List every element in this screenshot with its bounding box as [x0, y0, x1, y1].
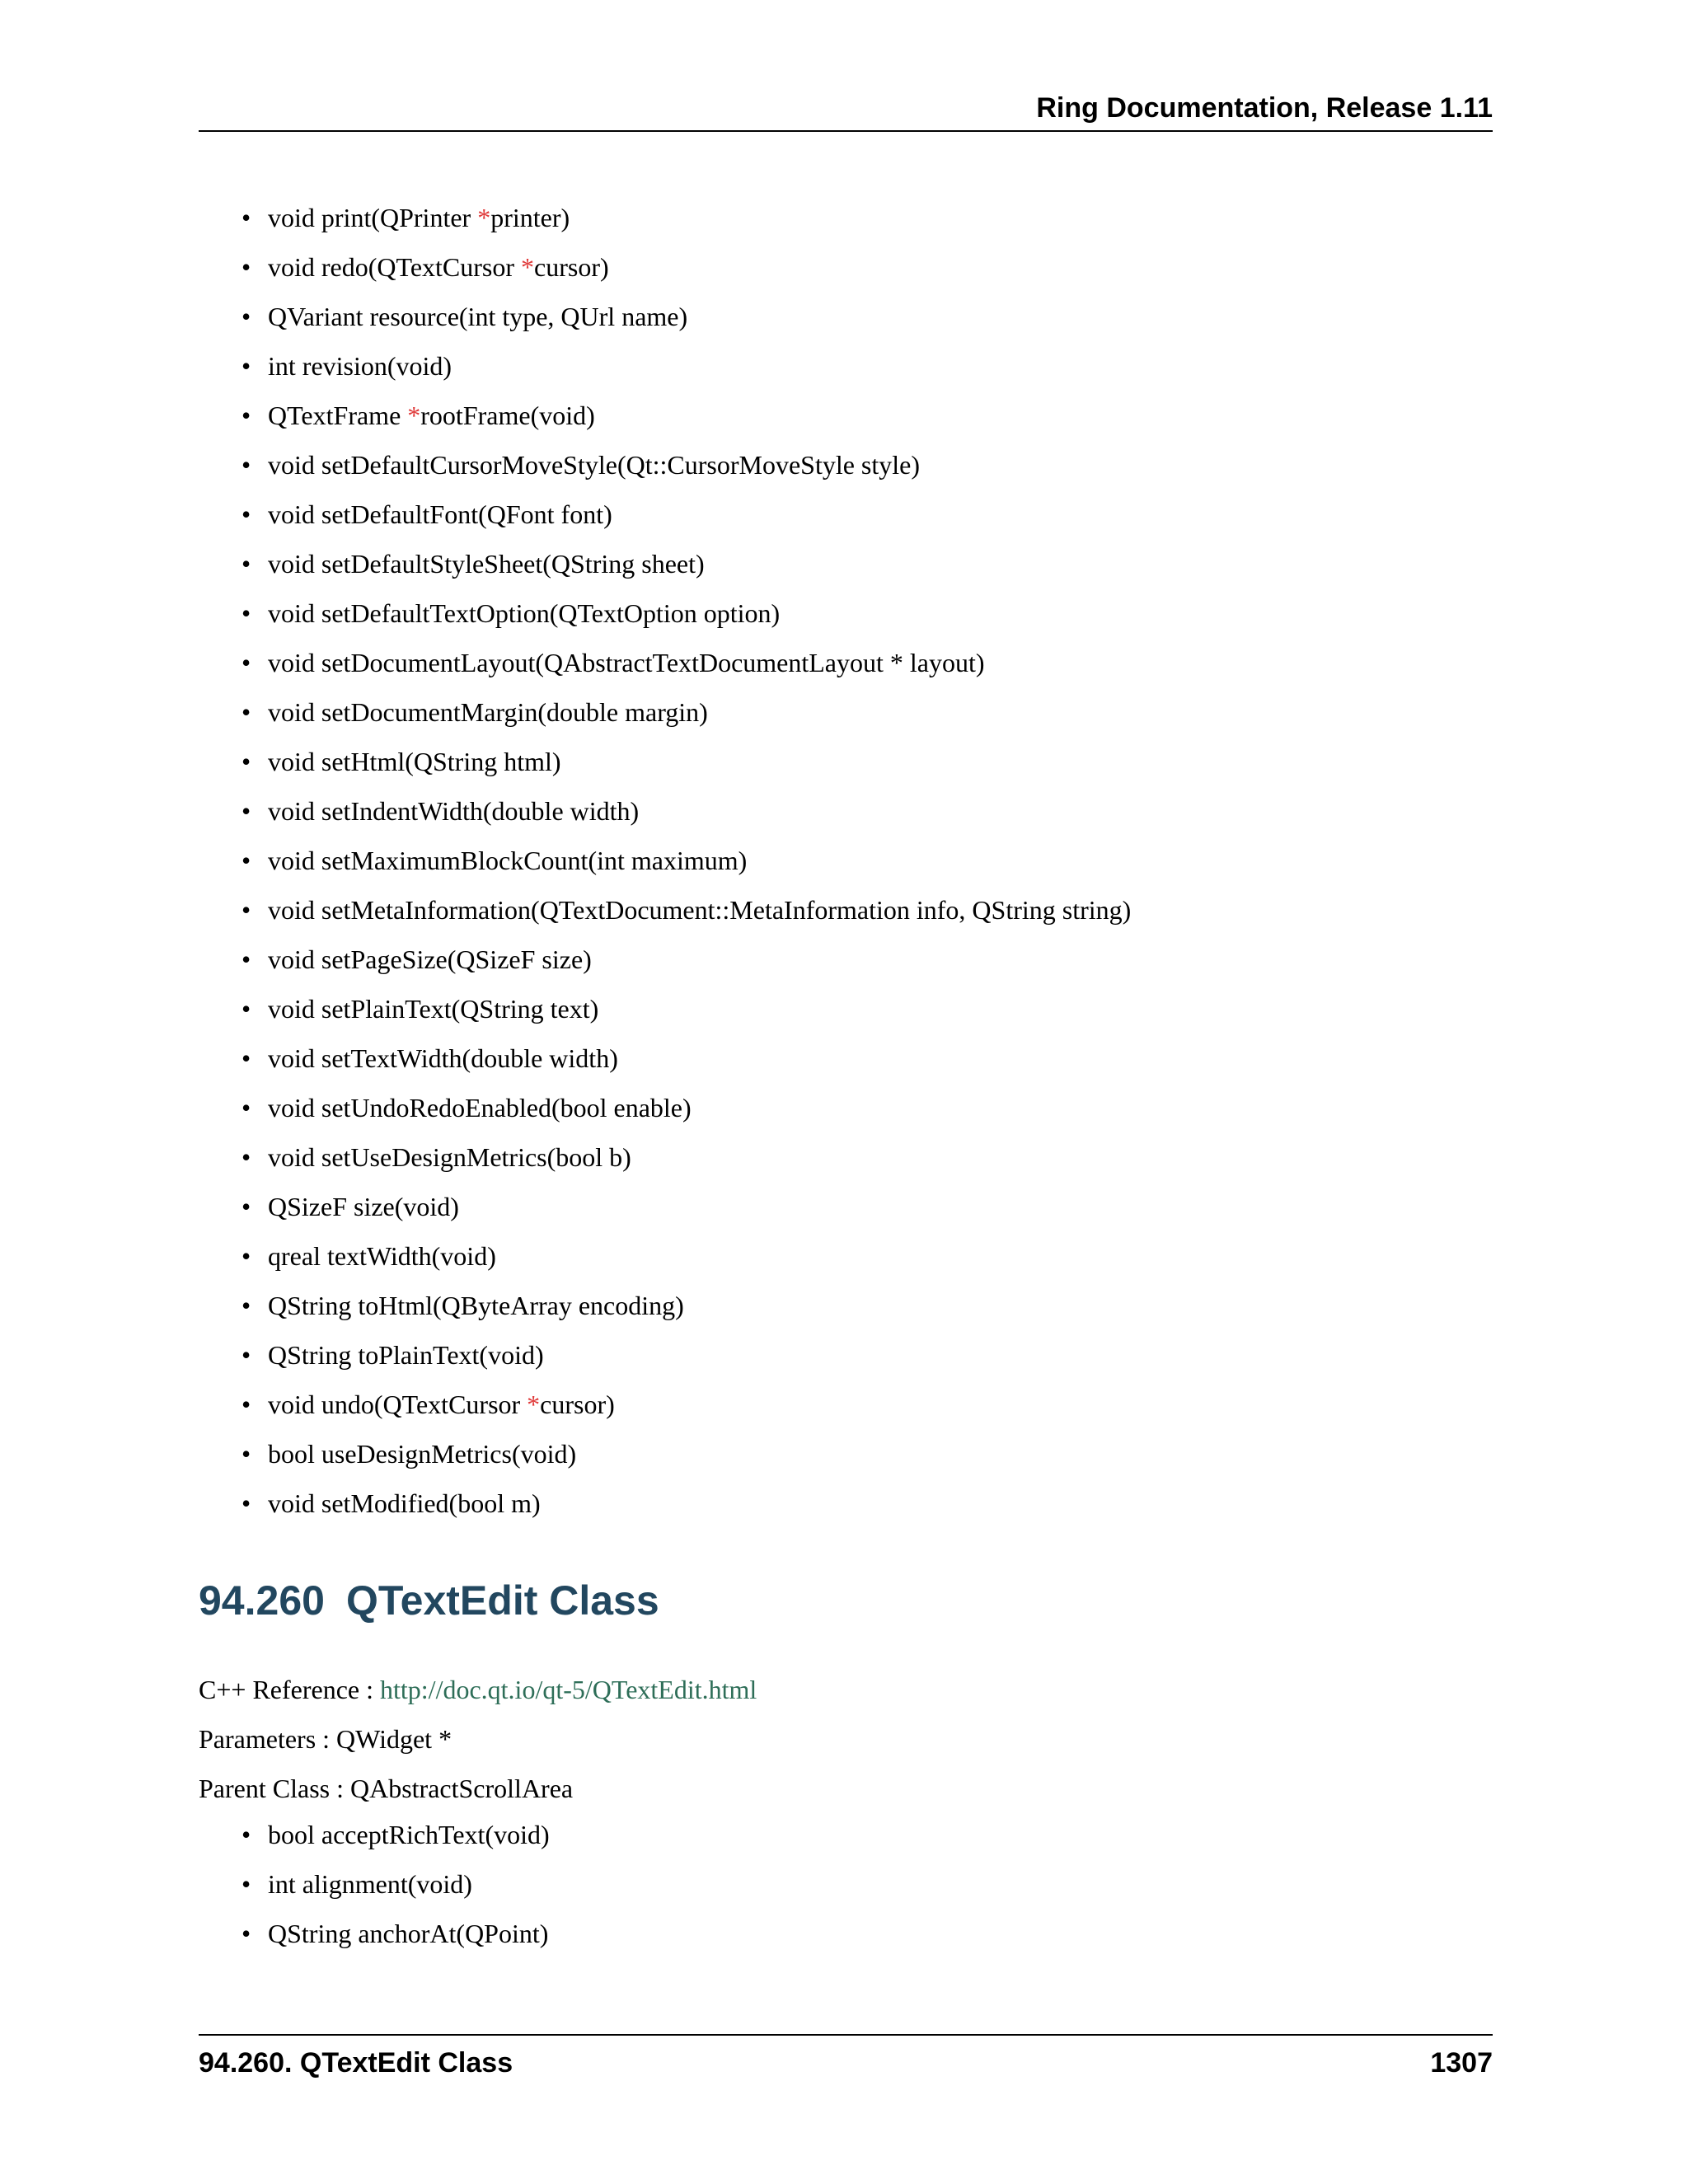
list-item	[199, 1038, 1493, 1088]
list-item	[199, 1137, 1493, 1187]
list-item-before: void undo(QTextCursor	[268, 1390, 528, 1419]
page-number: 1307	[1430, 2047, 1493, 2079]
bullet-icon: •	[241, 1919, 251, 1948]
list-item-after: printer)	[490, 203, 570, 232]
list-item	[199, 445, 1493, 494]
list-item-before: void setUndoRedoEnabled(bool enable)	[268, 1093, 692, 1122]
list-item	[199, 346, 1493, 396]
list-item-before: int revision(void)	[268, 351, 452, 381]
list-item	[199, 1434, 1493, 1483]
list-item	[199, 1385, 1493, 1434]
list-item-star: *	[527, 1390, 541, 1419]
list-item-before: void print(QPrinter	[268, 203, 478, 232]
list-item	[199, 643, 1493, 692]
list-item-before: void setMetaInformation(QTextDocument::MetaInformation info, QString string)	[268, 895, 1132, 925]
bullet-icon: •	[241, 1869, 251, 1899]
list-item	[199, 297, 1493, 346]
list-item	[199, 494, 1493, 544]
list-item	[199, 1864, 1493, 1914]
list-item-before: void setDocumentMargin(double margin)	[268, 697, 708, 727]
list-item-before: QSizeF size(void)	[268, 1192, 459, 1221]
list-item-star: *	[407, 401, 421, 430]
list-item-before: void setMaximumBlockCount(int maximum)	[268, 846, 748, 875]
bullet-icon: •	[241, 499, 251, 529]
bullet-icon: •	[241, 1142, 251, 1172]
list-item-before: QString toPlainText(void)	[268, 1340, 544, 1370]
method-list-qtextedit	[199, 1815, 1493, 1963]
bullet-icon: •	[241, 747, 251, 776]
bullet-icon: •	[241, 1439, 251, 1469]
list-item	[199, 940, 1493, 989]
parent-class-line: Parent Class : QAbstractScrollArea	[199, 1774, 574, 1803]
list-item	[199, 742, 1493, 791]
bullet-icon: •	[241, 697, 251, 727]
bullet-icon: •	[241, 1390, 251, 1419]
list-item	[199, 1914, 1493, 1963]
bullet-icon: •	[241, 994, 251, 1024]
list-item-before: void setDefaultFont(QFont font)	[268, 499, 612, 529]
list-item	[199, 1335, 1493, 1385]
list-item-before: int alignment(void)	[268, 1869, 472, 1899]
list-item-before: void setIndentWidth(double width)	[268, 796, 640, 826]
cpp-reference-link[interactable]: http://doc.qt.io/qt-5/QTextEdit.html	[380, 1675, 757, 1704]
list-item-before: void setDefaultCursorMoveStyle(Qt::CursorMoveStyle style)	[268, 450, 921, 480]
list-item-star: *	[477, 203, 491, 232]
list-item-before: qreal textWidth(void)	[268, 1241, 496, 1271]
section-title: QTextEdit Class	[345, 1577, 659, 1624]
footer-section: 94.260. QTextEdit Class	[199, 2047, 513, 2079]
list-item	[199, 1088, 1493, 1137]
list-item	[199, 247, 1493, 297]
bullet-icon: •	[241, 944, 251, 974]
list-item-before: void setDefaultTextOption(QTextOption option)	[268, 598, 781, 628]
list-item	[199, 890, 1493, 940]
list-item-before: void setDefaultStyleSheet(QString sheet)	[268, 549, 705, 579]
bullet-icon: •	[241, 401, 251, 430]
bullet-icon: •	[241, 302, 251, 331]
list-item	[199, 791, 1493, 841]
cpp-reference	[199, 1670, 757, 1709]
header-title: Ring Documentation, Release 1.11	[1036, 92, 1493, 124]
bullet-icon: •	[241, 895, 251, 925]
list-item	[199, 692, 1493, 742]
list-item	[199, 989, 1493, 1038]
bullet-icon: •	[241, 203, 251, 232]
bullet-icon: •	[241, 1291, 251, 1320]
section-heading	[199, 1576, 659, 1625]
list-item-before: void setTextWidth(double width)	[268, 1043, 618, 1073]
section-number: 94.260	[199, 1577, 325, 1624]
list-item	[199, 396, 1493, 445]
list-item	[199, 198, 1493, 247]
list-item	[199, 1286, 1493, 1335]
list-item-before: bool acceptRichText(void)	[268, 1820, 550, 1849]
cpp-reference-label: C++ Reference :	[199, 1675, 380, 1704]
bullet-icon: •	[241, 1488, 251, 1518]
list-item-before: void setPlainText(QString text)	[268, 994, 599, 1024]
bullet-icon: •	[241, 1241, 251, 1271]
bullet-icon: •	[241, 1340, 251, 1370]
page-footer	[199, 2034, 1493, 2085]
list-item	[199, 1187, 1493, 1236]
list-item	[199, 544, 1493, 593]
list-item-before: QString toHtml(QByteArray encoding)	[268, 1291, 684, 1320]
list-item	[199, 1483, 1493, 1533]
list-item	[199, 841, 1493, 890]
bullet-icon: •	[241, 351, 251, 381]
method-list	[199, 198, 1493, 1533]
bullet-icon: •	[241, 450, 251, 480]
bullet-icon: •	[241, 598, 251, 628]
list-item-before: bool useDesignMetrics(void)	[268, 1439, 577, 1469]
list-item	[199, 1236, 1493, 1286]
list-item-before: void setPageSize(QSizeF size)	[268, 944, 592, 974]
list-item	[199, 593, 1493, 643]
list-item-before: QTextFrame	[268, 401, 408, 430]
parameters-line: Parameters : QWidget *	[199, 1724, 452, 1754]
bullet-icon: •	[241, 1043, 251, 1073]
list-item-before: QString anchorAt(QPoint)	[268, 1919, 549, 1948]
list-item-before: QVariant resource(int type, QUrl name)	[268, 302, 688, 331]
list-item-before: void setDocumentLayout(QAbstractTextDocumentLayout * layout)	[268, 648, 985, 677]
bullet-icon: •	[241, 648, 251, 677]
list-item-before: void setHtml(QString html)	[268, 747, 561, 776]
list-item-after: rootFrame(void)	[420, 401, 595, 430]
list-item	[199, 1815, 1493, 1864]
list-item-before: void setModified(bool m)	[268, 1488, 541, 1518]
bullet-icon: •	[241, 1820, 251, 1849]
bullet-icon: •	[241, 796, 251, 826]
list-item-star: *	[521, 252, 535, 282]
list-item-after: cursor)	[540, 1390, 615, 1419]
list-item-after: cursor)	[534, 252, 609, 282]
list-item-before: void setUseDesignMetrics(bool b)	[268, 1142, 631, 1172]
bullet-icon: •	[241, 1192, 251, 1221]
bullet-icon: •	[241, 549, 251, 579]
bullet-icon: •	[241, 1093, 251, 1122]
page-header	[199, 91, 1493, 132]
bullet-icon: •	[241, 846, 251, 875]
list-item-before: void redo(QTextCursor	[268, 252, 522, 282]
bullet-icon: •	[241, 252, 251, 282]
